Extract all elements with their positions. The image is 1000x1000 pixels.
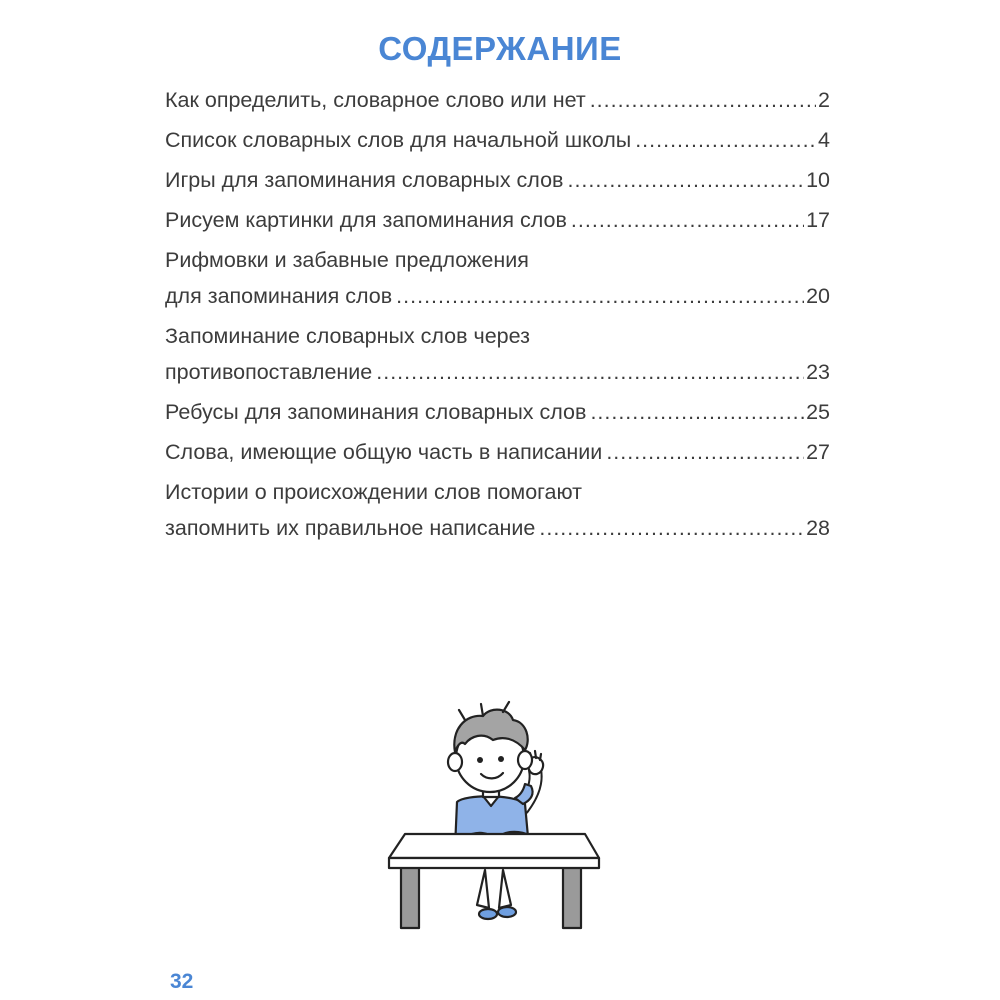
toc-entry[interactable] (165, 122, 830, 158)
toc-entry[interactable] (165, 394, 830, 430)
toc-entry-title: Игры для запоминания словарных слов (165, 168, 564, 192)
toc-entry-page: 25 (806, 400, 830, 424)
boy-at-desk-raising-hand-icon (385, 700, 605, 930)
page-title: СОДЕРЖАНИЕ (378, 30, 622, 67)
toc-entry-title: Ребусы для запоминания словарных слов (165, 400, 587, 424)
toc-entry-line (165, 278, 830, 314)
toc-entry-line (165, 394, 830, 430)
toc-entry-page: 2 (818, 88, 830, 112)
dot-leader (376, 354, 804, 390)
toc-entry-title: Как определить, словарное слово или нет (165, 88, 586, 112)
toc-entry-title: Слова, имеющие общую часть в написании (165, 440, 603, 464)
toc-entry[interactable] (165, 474, 830, 546)
toc-entry-line (165, 202, 830, 238)
dot-leader (635, 122, 816, 158)
toc-entry-line (165, 82, 830, 118)
toc-entry-page: 23 (806, 360, 830, 384)
toc-entry[interactable] (165, 318, 830, 390)
toc-entry-line (165, 122, 830, 158)
dot-leader (539, 510, 804, 546)
toc-entry-title: противопоставление (165, 360, 373, 384)
shoe-right (498, 907, 516, 917)
toc-entry-title-line: Запоминание словарных слов через (165, 324, 530, 348)
toc-entry[interactable] (165, 82, 830, 118)
dot-leader (590, 394, 804, 430)
toc-entry-title: Список словарных слов для начальной школы (165, 128, 632, 152)
shoe-left (479, 909, 497, 919)
dot-leader (606, 434, 804, 470)
desk-top (389, 834, 599, 858)
toc-entry-title: для запоминания слов (165, 284, 393, 308)
toc-entry-title: Рисуем картинки для запоминания слов (165, 208, 567, 232)
toc-entry-title: запомнить их правильное написание (165, 516, 536, 540)
toc-entry-page: 4 (818, 128, 830, 152)
page-number: 32 (170, 970, 194, 993)
dot-leader (567, 162, 804, 198)
toc-entry-line (165, 162, 830, 198)
dot-leader (590, 82, 816, 118)
toc-entry-line (165, 354, 830, 390)
dot-leader (396, 278, 804, 314)
table-of-contents (165, 82, 830, 546)
toc-entry-page: 28 (806, 516, 830, 540)
toc-entry-page: 20 (806, 284, 830, 308)
toc-entry-line (165, 510, 830, 546)
toc-entry-title-line: Рифмовки и забавные предложения (165, 248, 529, 272)
toc-entry-line (165, 434, 830, 470)
toc-entry-page: 27 (806, 440, 830, 464)
toc-entry-page: 17 (806, 208, 830, 232)
desk-leg-left (401, 860, 419, 928)
toc-entry[interactable] (165, 242, 830, 314)
desk-leg-right (563, 860, 581, 928)
dot-leader (571, 202, 804, 238)
toc-entry[interactable] (165, 162, 830, 198)
toc-entry-page: 10 (806, 168, 830, 192)
toc-entry[interactable] (165, 202, 830, 238)
toc-entry[interactable] (165, 434, 830, 470)
toc-entry-title-line: Истории о происхождении слов помогают (165, 480, 582, 504)
